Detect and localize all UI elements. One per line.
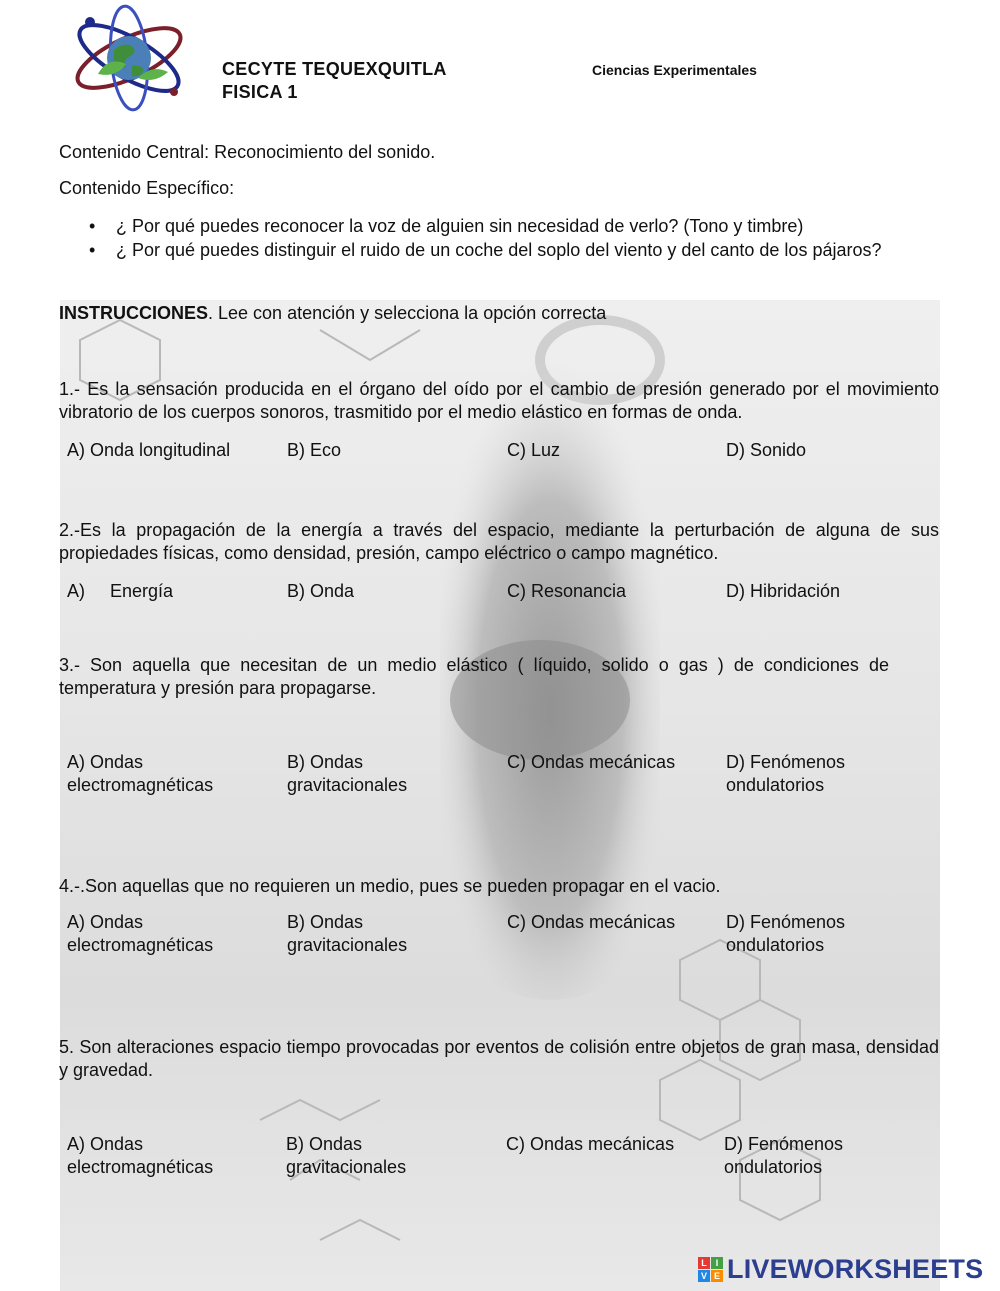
q2-option-a[interactable]: A) Energía bbox=[67, 581, 174, 601]
central-content: Contenido Central: Reconocimiento del sonido. bbox=[59, 142, 436, 162]
q3-option-c[interactable]: C) Ondas mecánicas bbox=[507, 752, 676, 772]
q1-option-a[interactable]: A) Onda longitudinal bbox=[67, 440, 231, 460]
q2-option-c[interactable]: C) Resonancia bbox=[507, 581, 627, 601]
list-item: • ¿ Por qué puedes distinguir el ruido de un coche del soplo del viento y del canto de los pájaros? bbox=[59, 238, 889, 262]
question-4: 4.-.Son aquellas que no requieren un medio, pues se pueden propagar en el vacio. bbox=[59, 876, 721, 896]
question-5: 5. Son alteraciones espacio tiempo provocadas por eventos de colisión entre objetos de gran masa, densidad y gravedad. bbox=[59, 1037, 939, 1080]
q5-option-b[interactable]: B) Ondas gravitacionales bbox=[286, 1134, 407, 1177]
watermark-text: LIVEWORKSHEETS bbox=[727, 1253, 984, 1284]
atom-earth-logo bbox=[68, 4, 190, 112]
bullet-list bbox=[59, 214, 889, 262]
question-3: 3.- Son aquella que necesitan de un medio elástico ( líquido, solido o gas ) de condiciones de temperatura y presión para propagarse. bbox=[59, 655, 889, 698]
q4-option-c[interactable]: C) Ondas mecánicas bbox=[507, 912, 676, 932]
instructions bbox=[59, 303, 606, 324]
q1-option-b[interactable]: B) Eco bbox=[287, 440, 342, 460]
subject-name: FISICA 1 bbox=[222, 82, 298, 102]
q5-option-d[interactable]: D) Fenómenos ondulatorios bbox=[724, 1134, 844, 1177]
q5-option-a[interactable]: A) Ondas electromagnéticas bbox=[67, 1134, 214, 1177]
q3-option-a[interactable]: A) Ondas electromagnéticas bbox=[67, 752, 214, 795]
instructions-label: INSTRUCCIONES bbox=[59, 303, 209, 323]
question-1: 1.- Es la sensación producida en el órgano del oído por el cambio de presión generado por el movimiento vibratorio de los cuerpos sonoros, trasmitido por el medio elástico en formas de onda. bbox=[59, 379, 939, 422]
q4-option-d[interactable]: D) Fenómenos ondulatorios bbox=[726, 912, 846, 955]
q4-option-b[interactable]: B) Ondas gravitacionales bbox=[287, 912, 408, 955]
question-2: 2.-Es la propagación de la energía a través del espacio, mediante la perturbación de alguna de sus propiedades físicas, como densidad, presión, campo eléctrico o campo magnético. bbox=[59, 520, 939, 563]
q3-option-b[interactable]: B) Ondas gravitacionales bbox=[287, 752, 408, 795]
q1-option-d[interactable]: D) Sonido bbox=[726, 440, 807, 460]
instructions-text: . Lee con atención y selecciona la opción correcta bbox=[208, 303, 607, 323]
q2-option-b[interactable]: B) Onda bbox=[287, 581, 355, 601]
liveworksheets-watermark bbox=[698, 1254, 983, 1284]
liveworksheets-logo-icon: L I V E bbox=[698, 1257, 723, 1282]
area-label: Ciencias Experimentales bbox=[592, 62, 757, 78]
q2-option-d[interactable]: D) Hibridación bbox=[726, 581, 841, 601]
q1-option-c[interactable]: C) Luz bbox=[507, 440, 561, 460]
school-header bbox=[222, 58, 447, 104]
school-name: CECYTE TEQUEXQUITLA bbox=[222, 59, 447, 79]
q5-option-c[interactable]: C) Ondas mecánicas bbox=[506, 1134, 675, 1154]
q4-option-a[interactable]: A) Ondas electromagnéticas bbox=[67, 912, 214, 955]
q3-option-d[interactable]: D) Fenómenos ondulatorios bbox=[726, 752, 846, 795]
list-item: • ¿ Por qué puedes reconocer la voz de alguien sin necesidad de verlo? (Tono y timbre) bbox=[59, 214, 889, 238]
specific-content-label: Contenido Específico: bbox=[59, 178, 235, 198]
